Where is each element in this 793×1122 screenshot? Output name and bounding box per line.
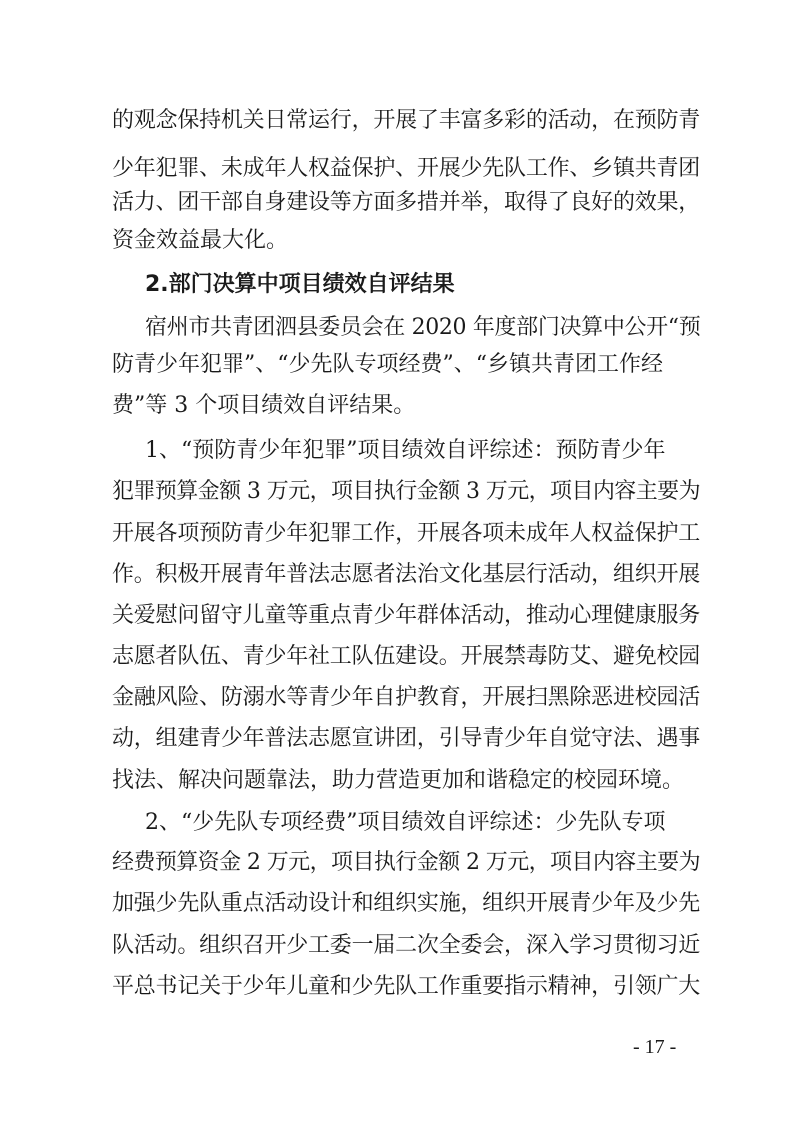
paragraph-line: 防青少年犯罪”、“少先队专项经费”、“乡镇共青团工作经	[112, 352, 663, 377]
paragraph-line: 开展各项预防青少年犯罪工作，开展各项未成年人权益保护工	[112, 521, 701, 546]
paragraph-line: 金融风险、防溺水等青少年自护教育，开展扫黑除恶进校园活	[112, 685, 701, 710]
paragraph-line: 作。积极开展青年普法志愿者法治文化基层行活动，组织开展	[112, 562, 701, 587]
paragraph-line: 1、“预防青少年犯罪”项目绩效自评综述：预防青少年	[145, 438, 666, 463]
paragraph-line: 加强少先队重点活动设计和组织实施，组织开展青少年及少先	[112, 891, 701, 916]
paragraph-line: 犯罪预算金额 3 万元，项目执行金额 3 万元，项目内容主要为	[112, 479, 700, 504]
paragraph-line: 活力、团干部自身建设等方面多措并举，取得了良好的效果，	[112, 190, 701, 215]
paragraph-line: 的观念保持机关日常运行，开展了丰富多彩的活动，在预防青	[112, 108, 701, 133]
paragraph-line: 宿州市共青团泗县委员会在 2020 年度部门决算中公开“预	[145, 315, 701, 340]
paragraph-line: 找法、解决问题靠法，助力营造更加和谐稳定的校园环境。	[112, 768, 685, 793]
paragraph-line: 动，组建青少年普法志愿宣讲团，引导青少年自觉守法、遇事	[112, 726, 701, 751]
paragraph-line: 队活动。组织召开少工委一届二次全委会，深入学习贯彻习近	[112, 933, 701, 958]
page-number: - 17 -	[633, 1036, 677, 1058]
paragraph-line: 2、“少先队专项经费”项目绩效自评综述：少先队专项	[145, 810, 666, 835]
paragraph-line: 志愿者队伍、青少年社工队伍建设。开展禁毒防艾、避免校园	[112, 644, 701, 669]
paragraph-line: 少年犯罪、未成年人权益保护、开展少先队工作、乡镇共青团	[112, 156, 701, 181]
paragraph-line: 经费预算资金 2 万元，项目执行金额 2 万元，项目内容主要为	[112, 850, 700, 875]
paragraph-line: 费”等 3 个项目绩效自评结果。	[112, 393, 416, 418]
paragraph-line: 关爱慰问留守儿童等重点青少年群体活动，推动心理健康服务	[112, 603, 701, 628]
section-heading: 2.部门决算中项目绩效自评结果	[145, 272, 455, 297]
paragraph-line: 平总书记关于少年儿童和少先队工作重要指示精神，引领广大	[112, 974, 701, 999]
paragraph-line: 资金效益最大化。	[112, 228, 289, 253]
